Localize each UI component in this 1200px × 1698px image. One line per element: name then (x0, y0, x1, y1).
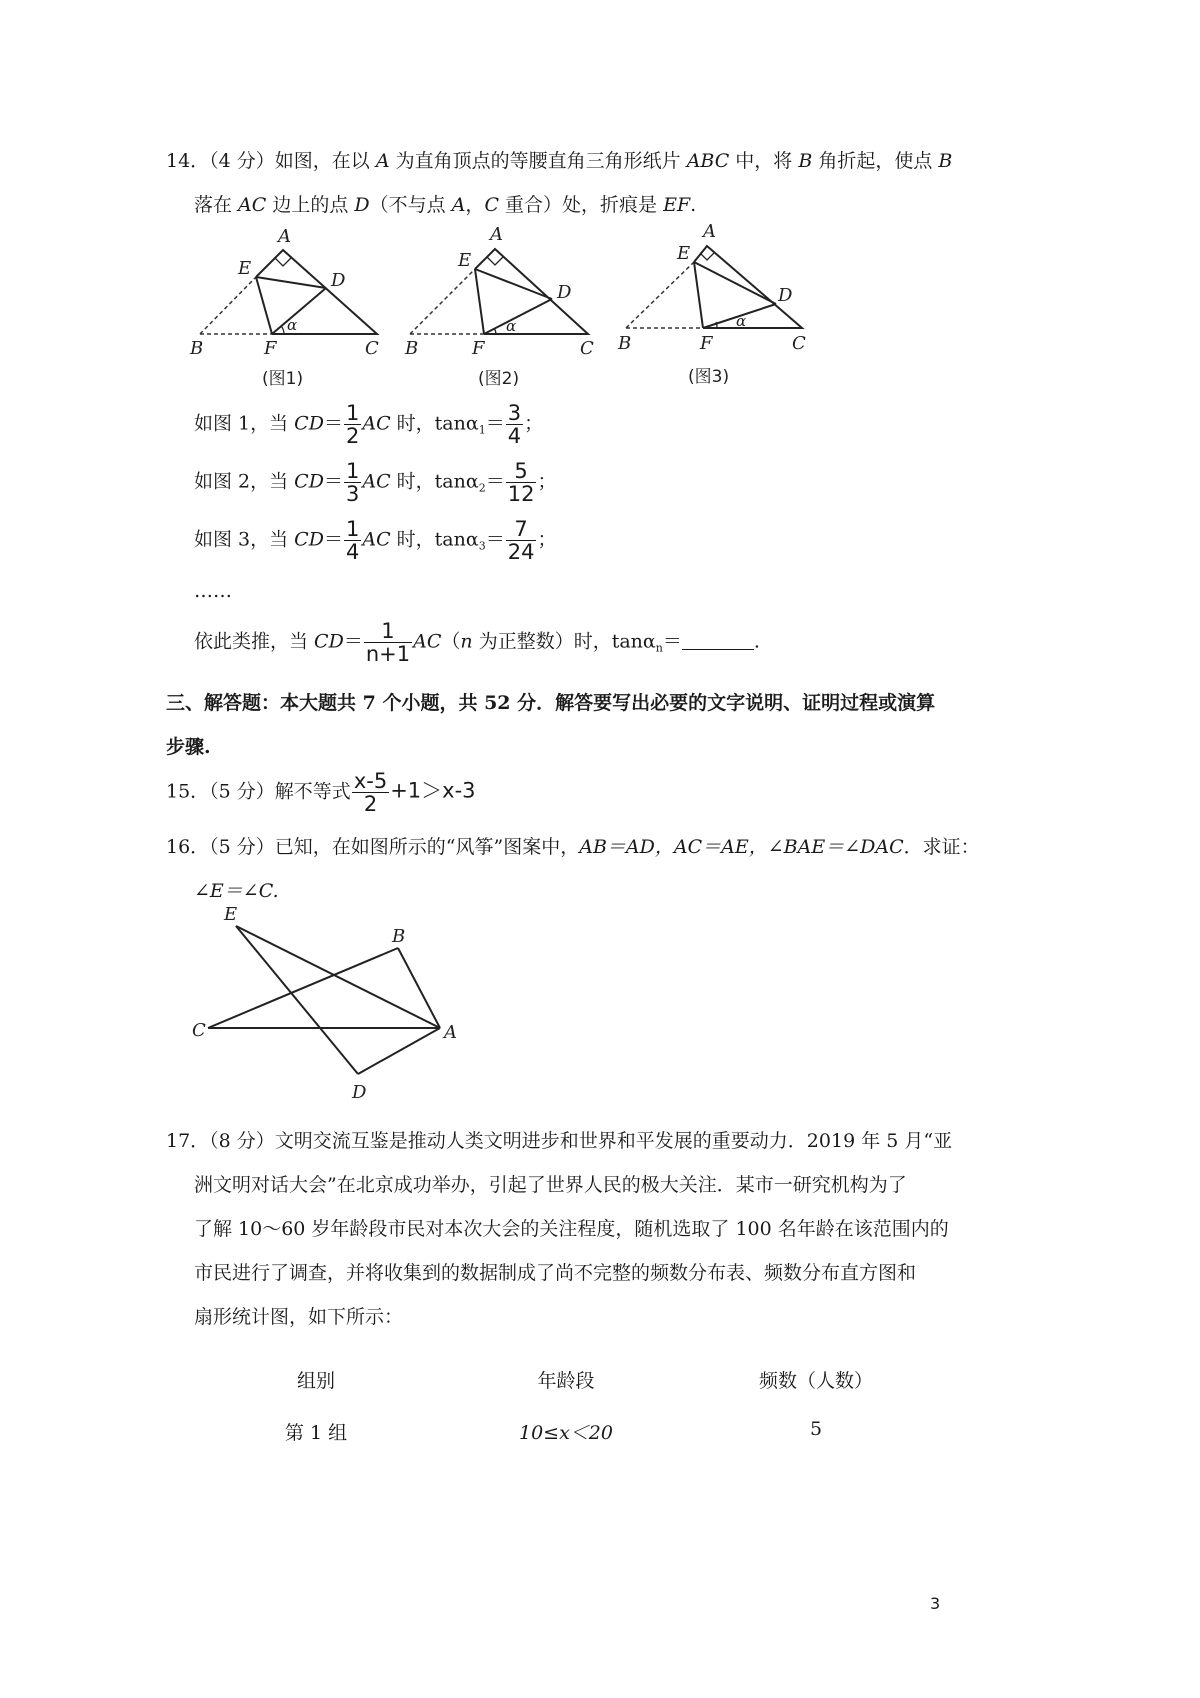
fig1-label-D: D (331, 270, 346, 291)
section-3-heading-cont: 步骤. (166, 736, 211, 758)
table-row-1-group: 第 1 组 (284, 1422, 348, 1444)
q17-line5: 扇形统计图，如下所示： (194, 1306, 404, 1328)
fraction: $\frac{1}{3}$ (345, 459, 360, 507)
answer-blank[interactable] (682, 631, 754, 650)
table-header-age: 年龄段 (537, 1370, 595, 1392)
q14-general: 依此类推，当 CD＝ $\frac{1}{n+1}$ AC（n 为正整数）时，tanα$_n$＝ . (194, 619, 760, 667)
fraction: $\frac{1}{2}$ (345, 401, 360, 449)
table-row-1-count: 5 (809, 1418, 823, 1440)
fig1-caption: (图1) (262, 369, 304, 389)
q14-figures (180, 222, 840, 397)
kite-label-A: A (444, 1022, 457, 1043)
fig2-label-B: B (405, 338, 419, 359)
kite-label-C: C (192, 1020, 206, 1041)
table-header-group: 组别 (296, 1370, 335, 1392)
table-header-count: 频数（人数） (758, 1370, 873, 1392)
fig1-label-E: E (238, 258, 252, 279)
kite-label-B: B (392, 926, 406, 947)
kite-label-E: E (224, 904, 238, 925)
section-3-heading: 三、解答题：本大题共 7 个小题，共 52 分．解答要写出必要的文字说明、证明过程或演算 (166, 692, 936, 714)
q14-case-3: 如图 3，当 CD＝ $\frac{1}{4}$ AC 时，tanα$_3$＝ $\frac{7}{24}$ ； (194, 517, 557, 565)
q17-line1: 17．（8 分）文明交流互鉴是推动人类文明进步和世界和平发展的重要动力．2019 年 5 月“亚 (166, 1130, 953, 1152)
fig3-label-E: E (677, 243, 691, 264)
fig1-label-F: F (264, 338, 277, 359)
fig2-label-F: F (472, 338, 485, 359)
fig3-label-A: A (703, 222, 716, 242)
q14-line2: 落在 AC 边上的点 D（不与点 A，C 重合）处，折痕是 EF. (194, 194, 697, 216)
fig1-label-B: B (190, 338, 204, 359)
fraction: $\frac{1}{n+1}$ (365, 619, 411, 667)
fig2-label-A: A (490, 224, 503, 245)
fig1-label-alpha: α (287, 316, 298, 334)
q16-kite-figure (186, 902, 476, 1112)
fig2-caption: (图2) (478, 369, 520, 389)
q14-case-2: 如图 2，当 CD＝ $\frac{1}{3}$ AC 时，tanα$_2$＝ $\frac{5}{12}$ ； (194, 459, 557, 507)
table-row-1-age: 10≤x＜20 (519, 1422, 613, 1444)
fig2-label-C: C (580, 338, 594, 359)
fraction: $\frac{7}{24}$ (507, 517, 535, 565)
fraction: $\frac{5}{12}$ (507, 459, 535, 507)
fig2-label-D: D (557, 282, 572, 303)
fig3-label-F: F (700, 333, 713, 354)
fig3-label-D: D (778, 285, 793, 306)
fraction: $\frac{x-5}{2}$ (353, 769, 388, 817)
fraction: $\frac{1}{4}$ (345, 517, 360, 565)
page-number: 3 (930, 1594, 941, 1613)
q16-line1: 16．（5 分）已知，在如图所示的“风筝”图案中，AB＝AD，AC＝AE，∠BAE＝∠DAC．求证： (166, 836, 980, 858)
fig1-label-C: C (365, 338, 379, 359)
q17-line3: 了解 10～60 岁年龄段市民对本次大会的关注程度，随机选取了 100 名年龄在该范围内的 (194, 1218, 949, 1240)
fraction: $\frac{3}{4}$ (507, 401, 522, 449)
q14-case-1: 如图 1，当 CD＝ $\frac{1}{2}$ AC 时，tanα$_1$＝ $\frac{3}{4}$ ； (194, 401, 544, 449)
fig2-label-E: E (458, 250, 472, 271)
q14-ellipsis: …… (194, 580, 232, 602)
q17-line2: 洲文明对话大会”在北京成功举办，引起了世界人民的极大关注．某市一研究机构为了 (194, 1174, 907, 1196)
fig3-label-B: B (618, 333, 632, 354)
figure-2 (404, 224, 594, 389)
q15: 15．（5 分）解不等式 $\frac{x-5}{2}$ +1＞x-3 (166, 769, 476, 817)
fig3-label-C: C (792, 333, 806, 354)
figure-3 (617, 222, 806, 387)
fig2-label-alpha: α (506, 317, 517, 335)
q14-line1: 14．（4 分）如图，在以 A 为直角顶点的等腰直角三角形纸片 ABC 中，将 B 角折起，使点 B (166, 150, 953, 172)
q16-line2: ∠E＝∠C. (194, 880, 279, 902)
fig3-caption: (图3) (688, 367, 730, 387)
q17-line4: 市民进行了调查，并将收集到的数据制成了尚不完整的频数分布表、频数分布直方图和 (194, 1262, 917, 1284)
fig1-label-A: A (278, 226, 291, 247)
kite-label-D: D (352, 1082, 367, 1103)
figure-1 (189, 226, 379, 389)
fig3-label-alpha: α (736, 312, 747, 330)
